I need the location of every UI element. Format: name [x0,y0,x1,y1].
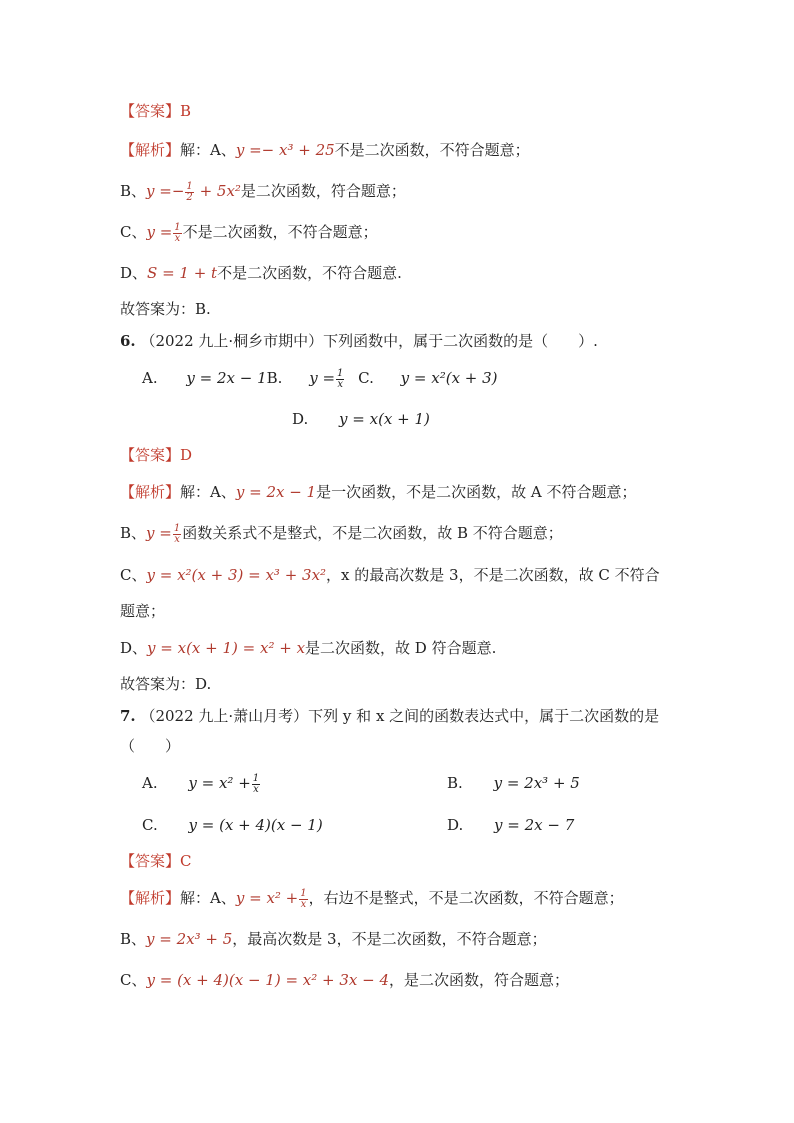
text: ，最高次数是 3，不是二次函数，不符合题意； [232,930,547,948]
q7-stem [120,705,659,727]
text: D、 [120,264,148,282]
fraction-denominator: x [300,898,307,910]
text: B、 [120,182,147,200]
fraction-denominator: x [253,783,259,795]
answer-label: 【答案】 [120,852,181,870]
answer-label: 【答案】 [120,102,181,120]
text: C、 [120,566,147,584]
fraction-numerator: 1 [252,772,260,784]
fraction-numerator: 1 [173,522,181,534]
fraction-numerator: 1 [174,221,181,233]
formula: S = 1 + t [147,264,218,282]
question-number: 6. [120,332,136,350]
formula: y = x² + [235,889,299,907]
option-label: C. [358,369,374,387]
option-d: y = 2x − 7 [494,816,575,834]
question-number: 7. [120,707,136,725]
text: ，右边不是整式，不是二次函数，不符合题意； [308,889,624,907]
q5-answer-line [120,100,191,122]
formula: y =− x³ + 25 [235,141,335,159]
q6-analysis-line-2 [120,522,563,545]
text: C、 [120,971,147,989]
fraction [173,524,181,545]
option-b: y = 2x³ + 5 [493,774,580,792]
formula: y = (x + 4)(x − 1) = x² + 3x − 4 [146,971,390,989]
text: D、 [120,639,148,657]
fraction [173,223,181,244]
q6-analysis-line-1 [120,481,636,503]
analysis-label: 【解析】 [120,889,181,907]
text: B、 [120,524,147,542]
option-label: B. [266,369,283,387]
q5-analysis-line-2 [120,180,406,203]
option-a: y = 2x − 1 [186,369,267,387]
q7-stem-2: （ ） [120,737,181,755]
text: 解：A、 [180,141,236,159]
formula: y = 2x³ + 5 [146,930,233,948]
q6-option-row-2 [292,408,430,430]
text: 函数关系式不是整式，不是二次函数，故 B 不符合题意； [182,524,563,542]
analysis-label: 【解析】 [120,141,181,159]
answer-label: 【答案】 [120,446,181,464]
q6-answer: D [180,446,193,464]
fraction-denominator: x [174,533,180,545]
option-label: D. [292,410,309,428]
formula: y = [146,524,172,542]
text: 是一次函数，不是二次函数，故 A 不符合题意； [316,483,637,501]
q7-answer-line [120,850,192,872]
fraction [185,182,193,203]
analysis-label: 【解析】 [120,483,181,501]
formula: + 5x² [194,182,241,200]
fraction-numerator: 1 [300,887,307,899]
fraction [336,369,344,390]
q5-analysis-line-1 [120,139,530,161]
option-c: y = (x + 4)(x − 1) [188,816,323,834]
text: 解：A、 [180,889,236,907]
q5-analysis-line-4 [120,262,402,284]
formula: y = x²(x + 3) = x³ + 3x² [146,566,327,584]
option-b: y = [309,369,336,387]
fraction-numerator: 1 [186,180,193,192]
q5-conclusion: 故答案为：B. [120,300,211,318]
text: 不是二次函数，不符合题意； [182,223,378,241]
q6-analysis-line-3 [120,564,660,586]
question-stem: （2022 九上·桐乡市期中）下列函数中，属于二次函数的是（ ）. [140,332,598,350]
q6-conclusion: 故答案为：D. [120,675,212,693]
formula: y = 2x − 1 [235,483,317,501]
formula: y =− [146,182,185,200]
option-label: A. [142,369,158,387]
q7-option-c [142,814,323,836]
q7-analysis-line-2 [120,928,547,950]
text: 解：A、 [180,483,236,501]
option-a: y = x² + [188,774,251,792]
question-stem: （2022 九上·萧山月考）下列 y 和 x 之间的函数表达式中，属于二次函数的是 [140,707,660,725]
fraction-denominator: x [174,232,181,244]
q7-option-d [447,814,574,836]
fraction [252,774,260,795]
text: B、 [120,930,147,948]
q6-analysis-line-5 [120,637,496,659]
option-d: y = x(x + 1) [339,410,430,428]
q7-analysis-line-3 [120,969,569,991]
formula: y = [146,223,173,241]
option-label: B. [447,774,463,792]
text: 是二次函数，符合题意； [240,182,406,200]
text: 不是二次函数，不符合题意； [334,141,530,159]
text: ，x 的最高次数是 3，不是二次函数，故 C 不符合 [326,566,660,584]
fraction [299,889,307,910]
formula: y = x(x + 1) = x² + x [147,639,306,657]
option-c: y = x²(x + 3) [400,369,498,387]
option-label: D. [447,816,464,834]
text: C、 [120,223,147,241]
fraction-denominator: 2 [186,191,193,203]
q6-stem [120,330,598,352]
fraction-numerator: 1 [337,367,344,379]
q6-option-row-1 [142,367,498,390]
q5-analysis-line-3 [120,221,378,244]
text: ，是二次函数，符合题意； [389,971,570,989]
q6-answer-line [120,444,192,466]
q6-analysis-line-4: 题意； [120,602,166,620]
text: 不是二次函数，不符合题意. [217,264,402,282]
q7-analysis-line-1 [120,887,624,910]
text: 是二次函数，故 D 符合题意. [305,639,497,657]
fraction-denominator: x [337,378,344,390]
q7-answer: C [180,852,192,870]
q5-answer: B [180,102,192,120]
q7-option-a [142,772,261,795]
option-label: A. [142,774,158,792]
option-label: C. [142,816,158,834]
q7-option-b [447,772,580,794]
